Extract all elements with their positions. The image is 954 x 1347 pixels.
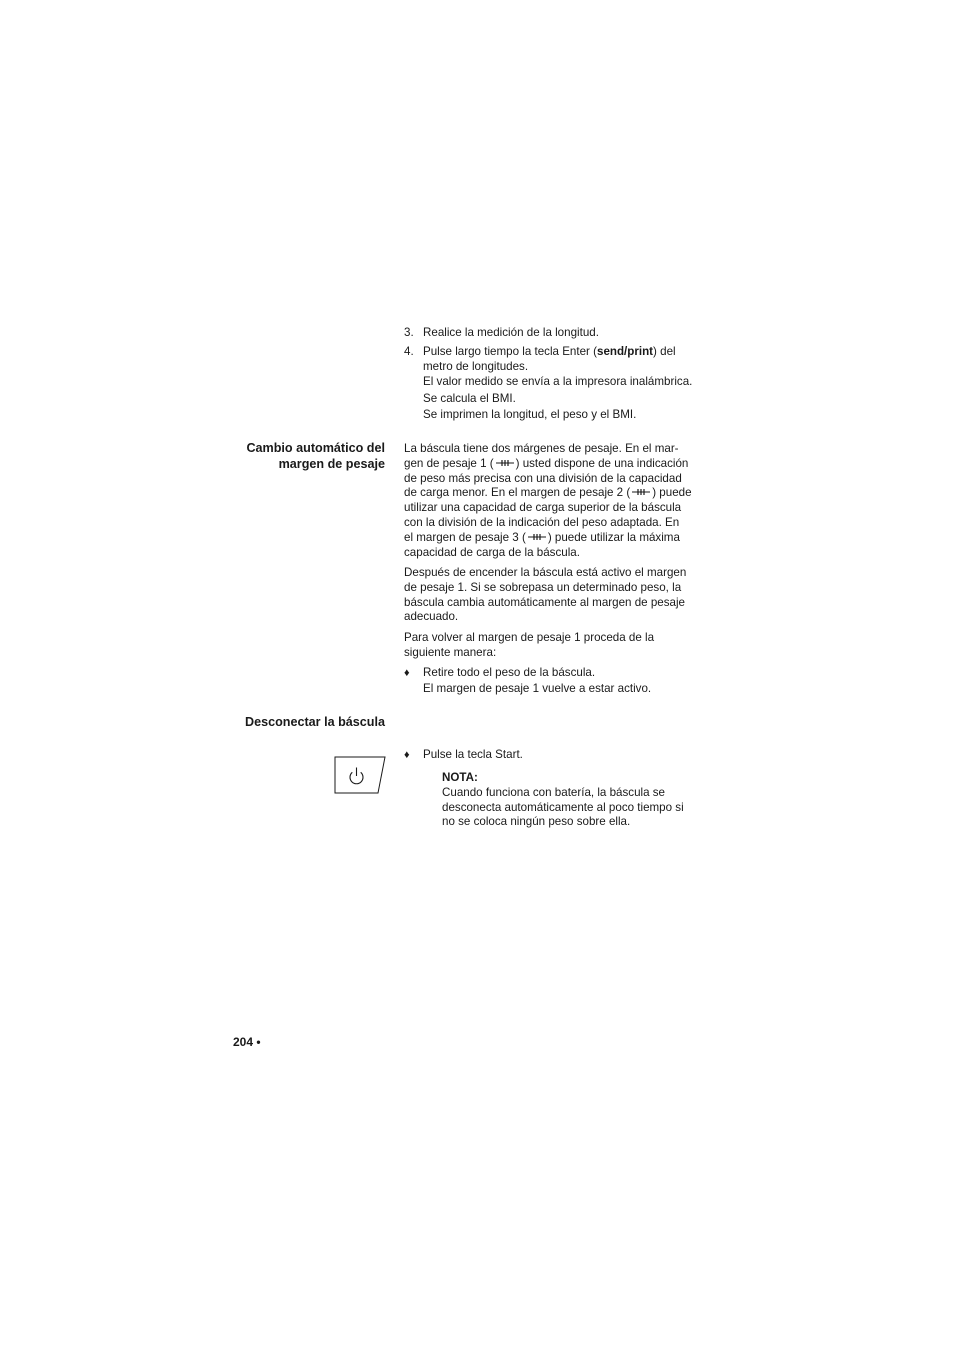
note-line: desconecta automáticamente al poco tiempo si [442,800,684,814]
section-heading-line1: Cambio automático del [246,441,385,455]
note-line: no se coloca ningún peso sobre ella. [442,815,631,829]
step-4-result-1: El valor medido se envía a la impresora inalámbrica. [423,375,693,388]
step-4-result-2: Se calcula el BMI. [423,392,516,405]
section-heading-cambio [215,441,385,472]
bullet-result-range1: El margen de pesaje 1 vuelve a estar activo. [423,682,652,695]
weighing-range-icon [631,487,651,497]
para1-line: capacidad de carga de la báscula. [404,545,580,559]
step-4-text-line2: metro de longitudes. [423,359,529,373]
bullet-text-press-start: Pulse la tecla Start. [423,748,523,761]
para1-line: el margen de pesaje 3 ( ) puede utilizar la máxima [404,530,680,544]
paragraph-weighing-ranges [404,442,696,560]
send-print-label: send/print [597,345,654,358]
weighing-range-icon [527,532,547,542]
section-heading-desconectar: Desconectar la báscula [244,715,385,729]
para1-line: de peso más precisa con una división de la capacidad [404,471,682,485]
para1-line: con la división de la indicación del peso adaptada. En [404,515,680,529]
note-title: NOTA: [442,771,478,784]
step-4-number: 4. [404,345,414,358]
step-3-text: Realice la medición de la longitud. [423,326,599,339]
page-number: 204 • [233,1035,261,1049]
note-line: Cuando funciona con batería, la báscula se [442,785,666,799]
step-4-text-before: Pulse largo tiempo la tecla Enter ( [423,345,597,358]
bullet-text-remove-weight: Retire todo el peso de la báscula. [423,666,596,679]
note-block [442,771,702,830]
para1-line: utilizar una capacidad de carga superior de la báscula [404,501,682,515]
paragraph-auto-switch: Después de encender la báscula está activo el margen de pesaje 1. Si se sobrepasa un determinado peso, la báscula cambia automáticamente al margen de pesaje adecuado. [404,566,687,624]
step-4-text-after: ) del [653,345,676,358]
step-4-text [423,345,703,375]
para1-line: gen de pesaje 1 ( ) usted dispone de una indicación [404,456,689,470]
bullet-diamond: ♦ [404,749,410,761]
bullet-diamond: ♦ [404,667,410,679]
paragraph-return-range1: Para volver al margen de pesaje 1 proceda de la siguiente manera: [404,631,655,659]
step-4-result-3: Se imprimen la longitud, el peso y el BMI. [423,408,637,421]
power-key-icon [334,756,386,794]
section-heading-line2: margen de pesaje [278,456,385,471]
para1-line: La báscula tiene dos márgenes de pesaje. En el mar- [404,442,679,455]
para1-line: de carga menor. En el margen de pesaje 2 ( ) puede [404,486,692,500]
weighing-range-icon [495,458,515,468]
step-3-number: 3. [404,326,414,339]
